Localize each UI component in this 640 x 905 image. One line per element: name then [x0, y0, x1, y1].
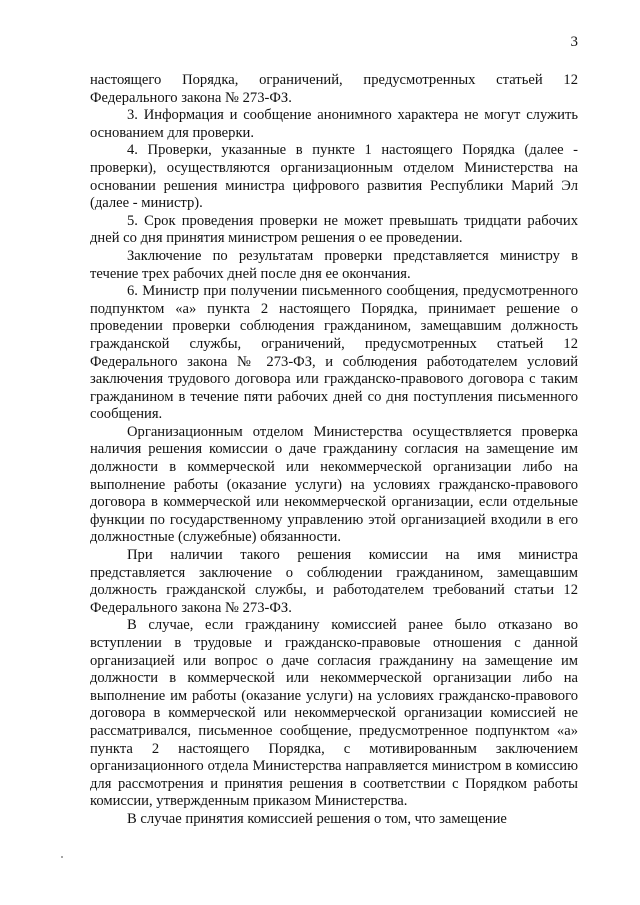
paragraph-item-6: 6. Министр при получении письменного сообщения, предусмотренного подпунктом «а» пункта 2 настоящего Порядка, принимает решение о проведении проверки соблюдения гражданином, замещавшим должность гражданской службы, ограничений, предусмотренных статьей 12 Федерального закона № 273-ФЗ, и соблюдения работодателем условий заключения трудового договора или гражданско-правового договора с таким гражданином в течение пяти рабочих дней со дня поступления письменного сообщения.: [90, 283, 578, 423]
paragraph-item-5: 5. Срок проведения проверки не может превышать тридцати рабочих дней со дня принятия министром решения о ее проведении.: [90, 212, 578, 247]
paragraph-decision: При наличии такого решения комиссии на имя министра представляется заключение о соблюдении гражданином, замещавшим должность гражданской службы, и работодателем требований статьи 12 Федерального закона № 273-ФЗ.: [90, 547, 578, 616]
scan-speck: [61, 856, 63, 858]
page-number: 3: [570, 34, 578, 50]
paragraph-continuation: настоящего Порядка, ограничений, предусмотренных статьей 12 Федерального закона № 273-ФЗ.: [90, 72, 578, 106]
paragraph-check: Организационным отделом Министерства осуществляется проверка наличия решения комиссии о даче гражданину согласия на замещение им должности в коммерческой или некоммерческой организации либо на выполнение работы (оказание услуги) на условиях гражданско-правового договора в коммерческой или некоммерческой организации, если отдельные функции по государственному управлению этой организацией входили в его должностные (служебные) обязанности.: [90, 423, 578, 546]
paragraph-item-3: 3. Информация и сообщение анонимного характера не могут служить основанием для проверки.: [90, 107, 578, 141]
paragraph-last: В случае принятия комиссией решения о том, что замещение: [127, 810, 507, 827]
paragraph-refusal: В случае, если гражданину комиссией ранее было отказано во вступлении в трудовые и гражданско-правовые отношения с данной организацией или вопрос о даче согласия гражданину на замещение им должности в коммерческой или некоммерческой организации либо на выполнение им работы (оказание услуги) на условиях гражданско-правового договора в коммерческой или некоммерческой организации комиссией не рассматривался, письменное сообщение, предусмотренное подпунктом «а» пункта 2 настоящего Порядка, с мотивированным заключением организационного отдела Министерства направляется министром в комиссию для рассмотрения и принятия решения в соответствии с Порядком работы комиссии, утвержденным приказом Министерства.: [90, 617, 578, 810]
paragraph-item-4: 4. Проверки, указанные в пункте 1 настоящего Порядка (далее - проверки), осуществляются организационным отделом Министерства на основании решения министра цифрового развития Республики Марий Эл (далее - министр).: [90, 142, 578, 212]
paragraph-conclusion: Заключение по результатам проверки представляется министру в течение трех рабочих дней после дня ее окончания.: [90, 247, 578, 282]
document-body: [90, 72, 578, 829]
